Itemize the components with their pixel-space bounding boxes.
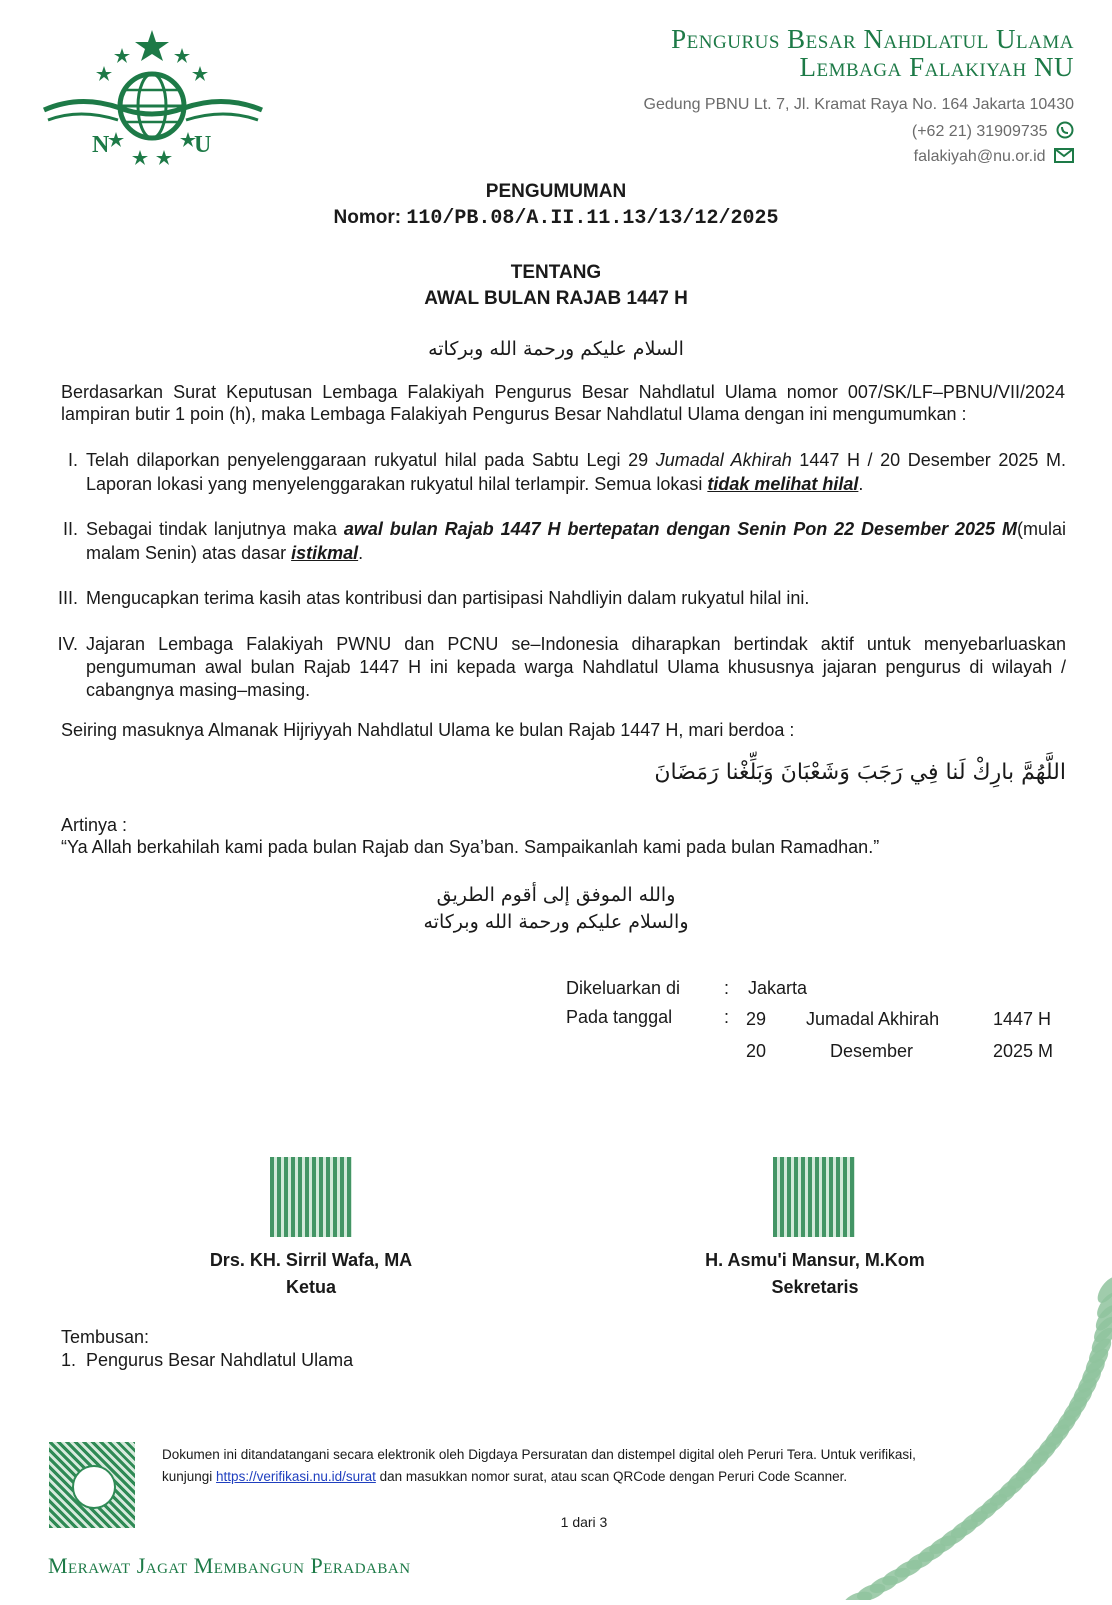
rope-segment <box>1070 1375 1101 1406</box>
verification-note-2: kunjungi https://verifikasi.nu.id/surat dan masukkan nomor surat, atau scan QRCode dengan Peruri Code Scanner. <box>162 1469 848 1484</box>
item-number: II. <box>62 519 78 539</box>
colon: : <box>724 978 730 998</box>
rope-segment <box>926 1532 959 1558</box>
rope-segment <box>1074 1365 1105 1396</box>
whatsapp-icon <box>1056 121 1074 144</box>
rope-segment <box>1085 1335 1112 1367</box>
item-number: IV. <box>57 634 78 654</box>
org-name-line1: Pengurus Besar Nahdlatul Ulama <box>671 24 1074 54</box>
item-number: I. <box>67 450 78 470</box>
rope-segment <box>1093 1289 1112 1321</box>
rope-segment <box>867 1572 900 1596</box>
rope-segment <box>1088 1324 1112 1356</box>
rope-segment <box>1004 1465 1037 1494</box>
item-text: Jajaran Lembaga Falakiyah PWNU dan PCNU se–Indonesia diharapkan bertindak aktif untuk menyebarluaskan pengumuman awal bulan Rajab 1447 H ini kepada warga Nahdlatul Ulama khususnya jajaran pengurus di wilayah / cabangnya masing–masing. <box>86 634 1066 700</box>
rope-segment <box>1094 1274 1112 1307</box>
date-label: Pada tanggal <box>566 1007 673 1027</box>
masehi-year: 2025 M <box>993 1041 1054 1061</box>
logo-letter-n: N <box>92 132 110 158</box>
number-label: Nomor: <box>333 207 402 228</box>
rope-segment <box>842 1588 875 1600</box>
about-label: TENTANG <box>510 262 602 283</box>
place-value: Jakarta <box>748 978 808 998</box>
motto: Merawat Jagat Membangun Peradaban <box>48 1553 411 1578</box>
signatory-role: Sekretaris <box>771 1277 859 1297</box>
rope-segment <box>1054 1403 1086 1434</box>
closing-arabic-2: والسلام عليكم ورحمة الله وبركاته <box>423 911 689 933</box>
org-name-line2: Lembaga Falakiyah NU <box>799 52 1074 82</box>
signatory-name: Drs. KH. Sirril Wafa, MA <box>209 1250 413 1270</box>
rope-segment <box>1082 1345 1112 1377</box>
logo-letter-u: U <box>194 132 212 158</box>
rope-segment <box>892 1556 925 1581</box>
tembusan-item: 1. Pengurus Besar Nahdlatul Ulama <box>61 1350 354 1370</box>
nu-logo <box>40 28 265 173</box>
masehi-month: Desember <box>830 1041 914 1061</box>
signature-qr-code <box>270 1157 352 1237</box>
masehi-day: 20 <box>746 1041 767 1061</box>
item-text: Sebagai tindak lanjutnya maka awal bulan Rajab 1447 H bertepatan dengan Senin Pon 22 Desember 2025 M(mulai malam Senin) atas dasar istikmal. <box>86 519 1066 563</box>
hijri-day: 29 <box>746 1009 767 1029</box>
email-line <box>914 148 1074 168</box>
item-text: Telah dilaporkan penyelenggaraan rukyatul hilal pada Sabtu Legi 29 Jumadal Akhirah 1447 H / 20 Desember 2025 M. Laporan lokasi yang menyelenggarakan rukyatul hilal terlampir. Semua lokasi tidak melihat hilal. <box>86 450 1066 494</box>
hijri-month: Jumadal Akhirah <box>806 1009 940 1029</box>
doa-arabic: اللَّهُمَّ بارِكْ لَنا فِي رَجَبَ وَشَعْبَانَ وَبَلِّغْنا رَمَضَانَ <box>654 760 1066 785</box>
rope-segment <box>1035 1430 1067 1460</box>
phone-number: (+62 21) 31909735 <box>911 123 1048 140</box>
salam-opening: السلام عليكم ورحمة الله وبركاته <box>428 338 684 360</box>
number-value: 110/PB.08/A.II.11.13/13/12/2025 <box>406 207 779 230</box>
verification-link[interactable]: https://verifikasi.nu.id/surat <box>216 1469 376 1484</box>
tembusan-label: Tembusan: <box>61 1327 150 1347</box>
place-label: Dikeluarkan di <box>566 978 681 998</box>
doc-number <box>0 207 1112 230</box>
phone-line <box>912 121 1074 144</box>
closing-arabic-1: والله الموفق إلى أقوم الطريق <box>436 884 676 906</box>
email-address: falakiyah@nu.or.id <box>913 148 1046 165</box>
rope-segment <box>1048 1412 1080 1442</box>
rope-segment <box>1028 1438 1060 1468</box>
rope-segment <box>1041 1421 1073 1451</box>
rope-segment <box>1060 1393 1091 1424</box>
rope-segment <box>995 1473 1028 1502</box>
page-number: 1 dari 3 <box>560 1514 608 1530</box>
signature-qr-code <box>773 1157 855 1237</box>
rope-segment <box>1090 1313 1112 1345</box>
rope-segment <box>904 1548 937 1573</box>
rope-segment <box>1078 1355 1109 1387</box>
rope-segment <box>1012 1456 1044 1485</box>
rope-segment <box>915 1540 948 1566</box>
closing-line: Seiring masuknya Almanak Hijriyyah Nahdlatul Ulama ke bulan Rajab 1447 H, mari berdoa : <box>61 720 795 740</box>
subject-title: AWAL BULAN RAJAB 1447 H <box>424 288 688 309</box>
rope-segment <box>880 1564 913 1589</box>
rope-segment <box>1020 1447 1052 1476</box>
doc-heading: PENGUMUMAN <box>485 181 627 202</box>
verification-note-1: Dokumen ini ditandatangani secara elektronik oleh Digdaya Persuratan dan distempel digital oleh Peruri Tera. Untuk verifikasi, <box>162 1447 916 1462</box>
hijri-year: 1447 H <box>993 1009 1052 1029</box>
mail-icon <box>1054 148 1074 168</box>
rope-segment <box>1092 1302 1112 1334</box>
intro-paragraph: Berdasarkan Surat Keputusan Lembaga Falakiyah Pengurus Besar Nahdlatul Ulama nomor 007/SK/LF–PBNU/VII/2024 lampiran butir 1 poin (h), maka Lembaga Falakiyah Pengurus Besar Nahdlatul Ulama dengan ini mengumumkan : <box>61 382 1065 424</box>
signatory-name: H. Asmu'i Mansur, M.Kom <box>705 1250 925 1270</box>
item-text: Mengucapkan terima kasih atas kontribusi dan partisipasi Nahdliyin dalam rukyatul hilal ini. <box>86 588 810 608</box>
issued-block <box>566 978 1066 1068</box>
rope-segment <box>855 1580 888 1600</box>
item-number: III. <box>57 588 78 608</box>
signatory-role: Ketua <box>285 1277 336 1297</box>
office-address: Gedung PBNU Lt. 7, Jl. Kramat Raya No. 164 Jakarta 10430 <box>643 96 1074 113</box>
artinya-label: Artinya : <box>61 815 128 835</box>
colon: : <box>724 1007 730 1027</box>
rope-segment <box>1065 1384 1096 1415</box>
artinya-text: “Ya Allah berkahilah kami pada bulan Rajab dan Sya’ban. Sampaikanlah kami pada bulan Ramadhan.” <box>61 837 880 857</box>
rope-segment <box>987 1482 1020 1510</box>
